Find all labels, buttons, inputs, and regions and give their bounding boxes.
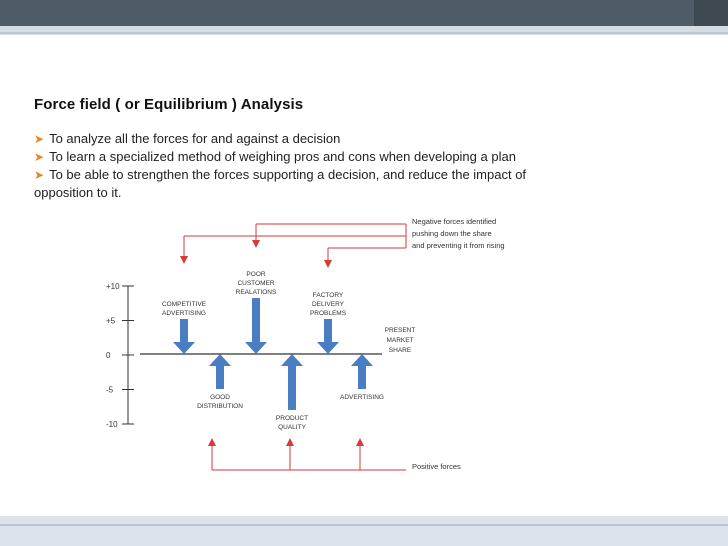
scale-label: -10 [106, 420, 118, 429]
positive-force-label: PRODUCT [275, 415, 309, 422]
bullet-item [34, 148, 684, 166]
negative-force-arrow [245, 298, 267, 354]
negative-force-arrow [173, 319, 195, 354]
bullet-text: To analyze all the forces for and against a decision [49, 131, 341, 146]
negative-bracket-arrowhead [180, 256, 188, 264]
header-stripe [0, 32, 728, 34]
negative-force-label: PROBLEMS [309, 310, 347, 317]
bullet-text: To be able to strengthen the forces supporting a decision, and reduce the impact of [49, 167, 527, 182]
header-band [0, 26, 728, 35]
positive-bracket-arrowhead [356, 438, 364, 446]
bullet-list [34, 130, 684, 202]
negative-force-arrow [317, 319, 339, 354]
bullet-item [34, 166, 684, 184]
negative-force-label: DELIVERY [311, 301, 345, 308]
positive-force-label: QUALITY [278, 424, 306, 431]
title-bar [0, 0, 728, 26]
scale-label: -5 [106, 385, 114, 395]
title-bar-accent [694, 0, 728, 26]
positive-force-arrow [281, 354, 303, 410]
force-field-diagram [60, 216, 580, 478]
negative-force-label: REALATIONS [235, 289, 277, 296]
positive-force-arrow [351, 354, 373, 389]
negative-forces-note: pushing down the share [412, 229, 492, 238]
bullet-text: To learn a specialized method of weighing pros and cons when developing a plan [49, 149, 516, 164]
negative-bracket-arrowhead [252, 240, 260, 248]
positive-force-label: ADVERTISING [340, 394, 384, 401]
scale-label: 0 [106, 351, 111, 360]
positive-force-arrow [209, 354, 231, 389]
bullet-arrow-icon: ➤ [34, 168, 45, 182]
footer-band [0, 516, 728, 546]
present-market-share-label: PRESENT [384, 327, 416, 334]
negative-force-label: POOR [246, 271, 266, 278]
negative-bracket-arrowhead [324, 260, 332, 268]
negative-force-label: COMPETITIVE [161, 301, 207, 308]
negative-force-label: FACTORY [312, 292, 344, 299]
bullet-continuation: opposition to it. [34, 185, 122, 200]
present-market-share-label: MARKET [386, 337, 414, 344]
scale-label: +10 [106, 282, 120, 291]
slide-title: Force field ( or Equilibrium ) Analysis [34, 96, 304, 113]
positive-forces-note: Positive forces [412, 462, 461, 471]
bullet-item [34, 130, 684, 148]
positive-bracket-arrowhead [208, 438, 216, 446]
scale-label: +5 [106, 316, 116, 326]
negative-forces-note: and preventing it from rising [412, 241, 505, 250]
bullet-arrow-icon: ➤ [34, 132, 45, 146]
negative-force-label: ADVERTISING [162, 310, 206, 317]
positive-force-label: GOOD [210, 394, 230, 401]
negative-force-label: CUSTOMER [237, 280, 275, 287]
bullet-arrow-icon: ➤ [34, 150, 45, 164]
footer-line [0, 524, 728, 526]
negative-forces-note: Negative forces identified [412, 217, 497, 226]
present-market-share-label: SHARE [388, 347, 412, 354]
positive-force-label: DISTRIBUTION [197, 403, 243, 410]
positive-bracket-arrowhead [286, 438, 294, 446]
